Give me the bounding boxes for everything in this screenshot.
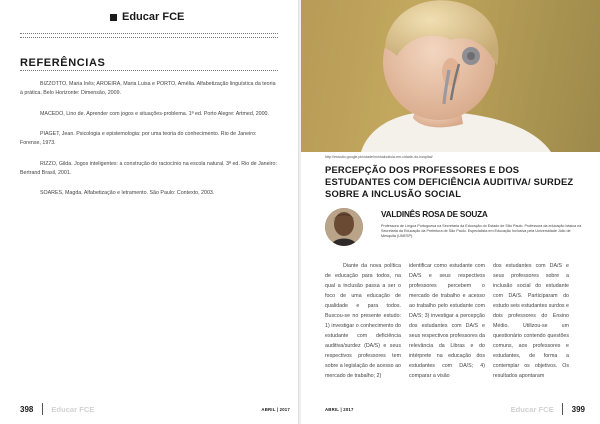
right-page [301,0,600,424]
footer-date: ABRIL | 2017 [261,406,290,412]
reference-item: BIZZOTTO, Maria Inês; AROEIRA, Maria Luisa e PORTO, Amélia. Alfabetização linguística da teoria à prática. Belo Horizonte: Dimensão, 2009. [20,81,276,96]
footer-brand: Educar FCE [510,404,554,414]
article-title: PERCEPÇÃO DOS PROFESSORES E DOS ESTUDANTES COM DEFICIÊNCIA AUDITIVA/ SURDEZ SOBRE A INCLUSÃO SOCIAL [325,164,574,199]
header-brand-text: Educar FCE [122,11,185,23]
footer-divider [42,403,43,415]
references-title-rule [20,70,278,72]
child-with-cochlear-implant-illustration [301,0,600,152]
page-number: 399 [571,404,585,414]
references-list [20,80,278,210]
body-column-3: dos estudantes com DA/S e seus professores sobre a inclusão social do estudante com DA/S. Participaram do estudo seis estudantes surdos e dois professores do Ensino Médio. Utilizou-se um questionário contendo questões comuns, aos professores e estudantes, de forma a contemplar os objetivos. Os resultados apontaram [493,263,569,379]
references-title: REFERÊNCIAS [20,57,106,69]
header-dotted-rule [20,33,278,38]
header-brand [110,11,184,23]
author-photo [325,208,363,246]
footer-date: ABRIL | 2017 [325,406,354,412]
photo-caption: http://estudio.google.pt/cidade/minhalnoticia-em-cidade-do-hospital/ [325,155,433,159]
left-footer [20,403,290,415]
author-name: VALDINÊS ROSA DE SOUZA [381,210,488,219]
author-portrait-illustration [325,208,363,246]
left-page [0,0,299,424]
article-photo [301,0,600,152]
footer-divider [562,403,563,415]
author-bio: Professora de Língua Portuguesa na Secretaria da Educação do Estado de São Paulo. Professora da educação básica na Secretaria da Educação da Prefeitura de São Paulo. Especialista em Educação Inclusiva pela Universidade Júlio de Mesquita (UNESP). [381,224,582,238]
reference-item: SOARES, Magda. Alfabetização e letramento. São Paulo: Contexto, 2003. [40,190,215,196]
footer-brand: Educar FCE [51,404,95,414]
body-column-1: Diante da nova política de educação para todos, na qual a inclusão passa a ser o foco de uma educação de qualidade e para todos. Buscou-se no presente estudo: 1) investigar o conhecimento do estudante com deficiência auditiva/surdez (DA/S) e seus respectivos professores tem sobre a legislação de acesso ao mercado de trabalho; 2) [325,263,401,379]
reference-item: RIZZO, Gilda. Jogos inteligentes: a construção do raciocínio na escola natural. 3ª ed. Rio de Janeiro: Bertrand Brasil, 2001. [20,160,277,176]
body-column-2: identificar como estudante com DA/S e seus respectivos professores percebem o mercado de trabalho e acesso ao trabalho pelo estudante com DA/S; 3) investigar a percepção dos estudantes com DA/S e seus respectivos professores da relevância da Libras e do intérprete na educação dos estudantes com DA/S; 4) comparar a visão [409,263,485,379]
right-footer [325,403,585,415]
square-bullet-icon [110,14,117,21]
reference-item: PIAGET, Jean. Psicologia e epistemologia: por uma teoria do conhecimento. Rio de Janeiro: Forense, 1973. [20,131,257,146]
page-number: 398 [20,404,34,414]
reference-item: MACEDO, Lino de. Aprender com jogos e situações-problema. 1ª ed. Porto Alegre: Artmed, 2000. [40,110,269,117]
